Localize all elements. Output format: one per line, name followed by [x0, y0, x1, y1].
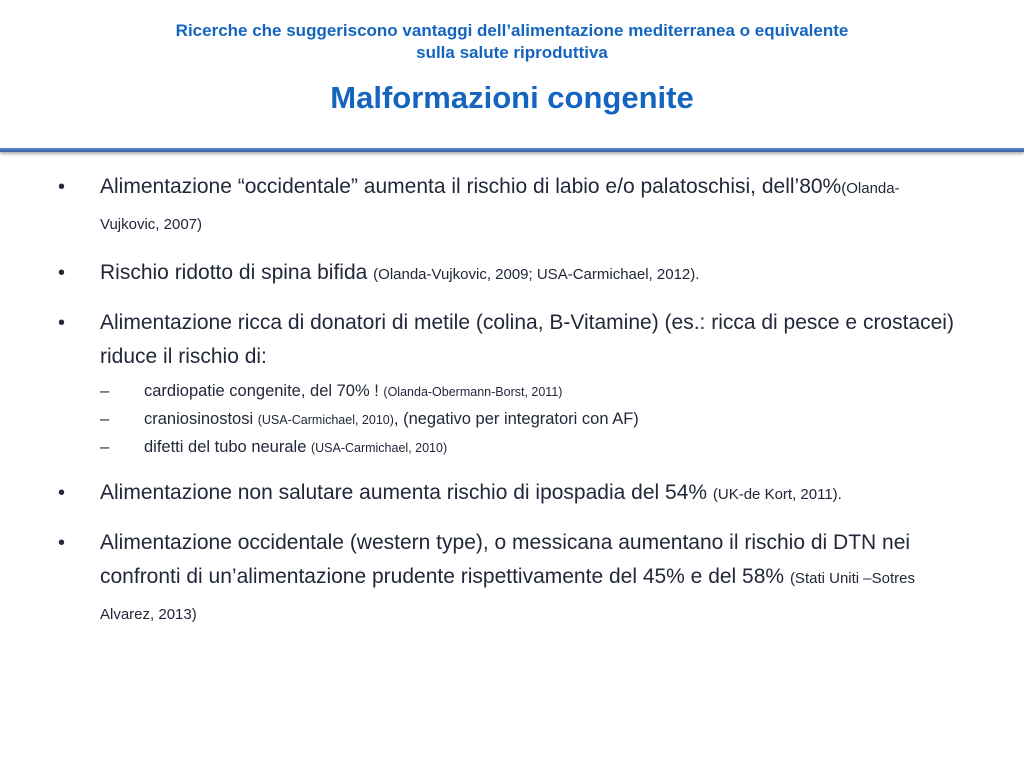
bullet-item-2: [58, 256, 958, 292]
bullet-citation: (Stati Uniti –Sotres Alvarez, 2013): [100, 570, 915, 623]
bullet-list: [58, 170, 958, 632]
sub-citation: (USA-Carmichael, 2010): [310, 441, 448, 455]
slide-subtitle: [0, 20, 1024, 64]
bullet-text: Alimentazione non salutare aumenta rischio di ipospadia del 54%: [100, 481, 713, 504]
bullet-citation: (UK-de Kort, 2011).: [712, 486, 842, 503]
bullet-item-5: [58, 526, 958, 632]
sub-dash: –: [100, 410, 110, 428]
bullet-item-1: [58, 170, 958, 242]
header-divider: [0, 148, 1024, 152]
slide-title: Malformazioni congenite: [330, 80, 694, 115]
subtitle-line-2: sulla salute riproduttiva: [416, 43, 608, 62]
sub-citation: (Olanda-Obermann-Borst, 2011): [383, 385, 563, 399]
bullet-text: Alimentazione ricca di donatori di metile (colina, B-Vitamine) (es.: ricca di pesce e crostacei) riduce il rischio di:: [100, 311, 954, 368]
bullet-citation: (Olanda-Vujkovic, 2007): [100, 180, 900, 233]
bullet-text: Alimentazione “occidentale” aumenta il rischio di labio e/o palatoschisi, dell’80%: [100, 175, 842, 198]
bullet-dot: •: [58, 176, 66, 198]
sub-text: difetti del tubo neurale: [144, 438, 311, 456]
bullet-dot: •: [58, 262, 66, 284]
sub-dash: –: [100, 438, 110, 456]
sub-text-after: , (negativo per integratori con AF): [393, 410, 639, 428]
bullet-dot: •: [58, 532, 66, 554]
sub-citation: (USA-Carmichael, 2010): [257, 413, 394, 427]
sub-item-1: [100, 378, 958, 406]
bullet-text: Rischio ridotto di spina bifida: [100, 261, 374, 284]
subtitle-line-1: Ricerche che suggeriscono vantaggi dell’alimentazione mediterranea o equivalente: [175, 21, 849, 40]
bullet-item-4: [58, 476, 958, 512]
bullet-text: Alimentazione occidentale (western type), o messicana aumentano il rischio di DTN nei confronti di un’alimentazione prudente rispettivamente del 45% e del 58%: [100, 531, 911, 588]
sub-dash: –: [100, 382, 110, 400]
bullet-dot: •: [58, 312, 66, 334]
sub-text: cardiopatie congenite, del 70% !: [144, 382, 384, 400]
sub-text: craniosinostosi: [144, 410, 258, 428]
slide-header: [0, 0, 1024, 148]
bullet-citation: (Olanda-Vujkovic, 2009; USA-Carmichael, 2012).: [373, 266, 700, 283]
bullet-item-3: [58, 306, 958, 374]
sub-item-2: [100, 406, 958, 434]
bullet-dot: •: [58, 482, 66, 504]
sub-item-3: [100, 434, 958, 462]
